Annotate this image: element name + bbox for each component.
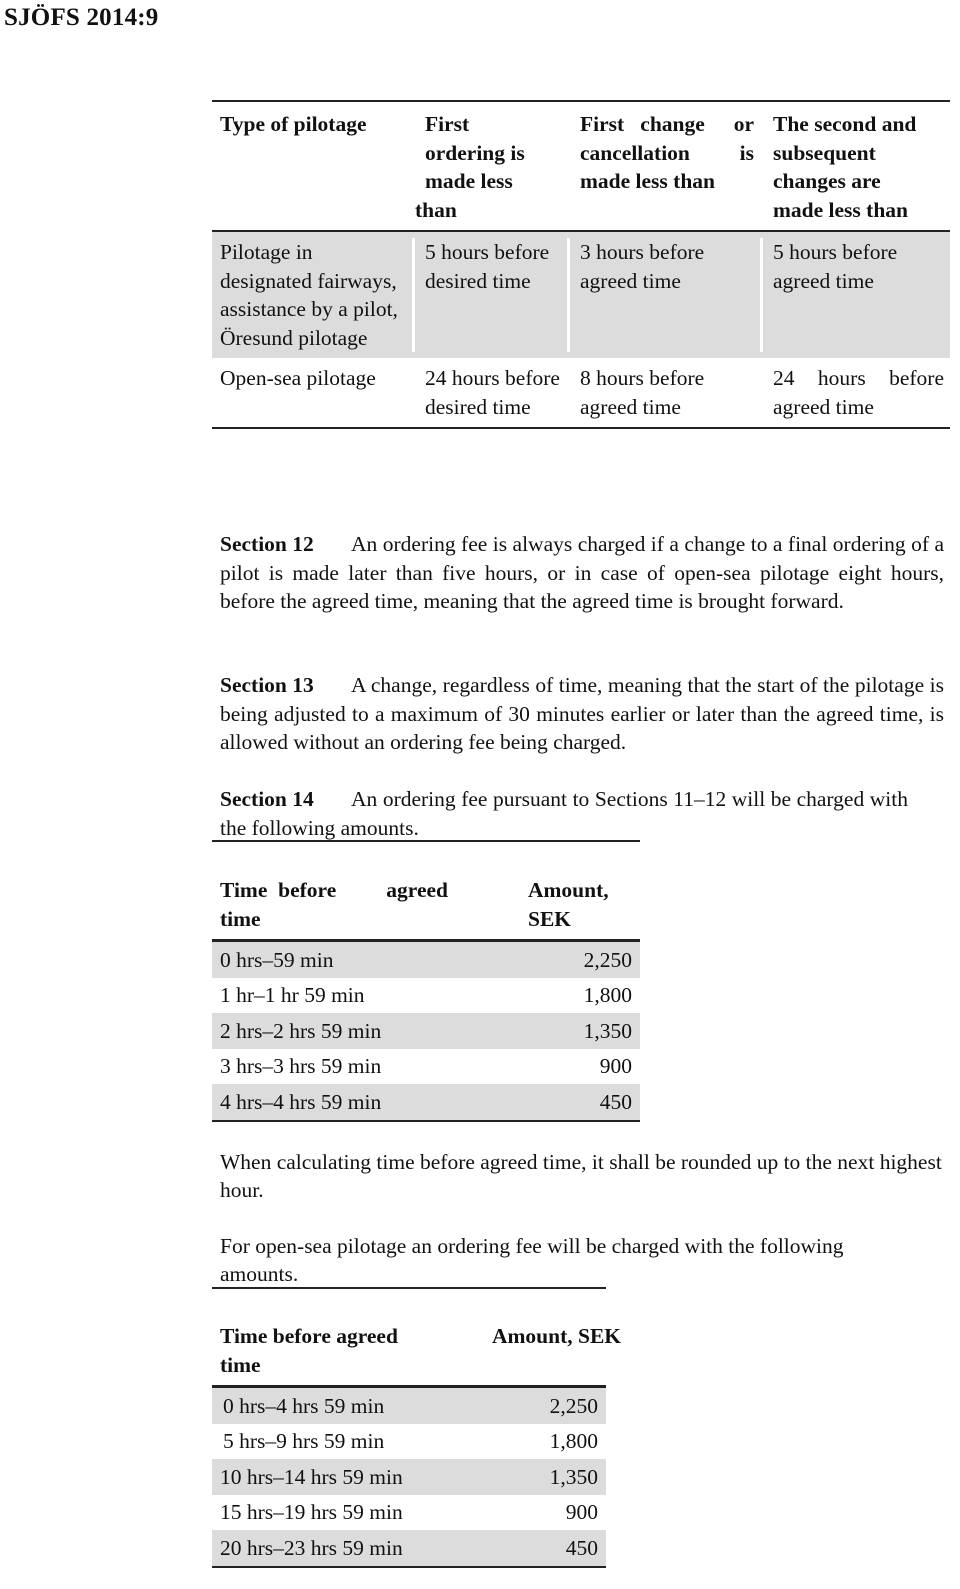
- table-row: [212, 1424, 606, 1460]
- table-row: [212, 1495, 606, 1531]
- section-14: [220, 785, 908, 842]
- cell-time: 0 hrs–4 hrs 59 min: [223, 1393, 385, 1418]
- fee-table-general: [212, 876, 640, 1122]
- header-type-of-pilotage: [212, 110, 412, 224]
- cell-amount: 900: [599, 1054, 632, 1078]
- header-line: Time before agreed: [220, 878, 448, 902]
- cell-amount: 1,350: [549, 1464, 598, 1489]
- section-text: An ordering fee is always charged if a change to a final ordering of a pilot is made later than five hours, or in case of open-sea pilotage eight hours, before the agreed time, meaning that the agreed time is brought forward.: [220, 532, 944, 613]
- cell-time: 2 hrs–2 hrs 59 min: [220, 1018, 382, 1043]
- header-line: Time before agreed: [220, 1324, 398, 1348]
- table-bottom-rule: [212, 1120, 640, 1122]
- fee-table-header: [212, 1322, 622, 1388]
- header-line: First change or: [580, 112, 754, 136]
- cell-subsequent-changes: 24 hours before agreed time: [773, 366, 944, 419]
- pilotage-table-row: [212, 358, 950, 427]
- cell-time: 3 hrs–3 hrs 59 min: [220, 1054, 382, 1078]
- header-line: made less than: [580, 169, 715, 193]
- cell-amount: 2,250: [549, 1393, 598, 1418]
- header-line: time: [220, 1352, 261, 1377]
- table-row: [212, 1084, 640, 1120]
- section-13: [220, 671, 944, 757]
- header-line: cancellation is: [580, 140, 754, 165]
- table-row: [212, 978, 640, 1014]
- cell-first-ordering: 24 hours before desired time: [425, 366, 560, 419]
- header-line: made less: [425, 169, 513, 193]
- cell-time: 20 hrs–23 hrs 59 min: [220, 1535, 403, 1560]
- header-line: First: [425, 112, 470, 136]
- cell-time: 0 hrs–59 min: [220, 947, 334, 972]
- header-line: Type of pilotage: [220, 112, 367, 136]
- header-amount: Amount, SEK: [528, 878, 609, 931]
- header-time: [212, 1322, 482, 1379]
- header-line: than: [415, 197, 457, 222]
- pilotage-table-row: [212, 232, 950, 358]
- cell-time: 10 hrs–14 hrs 59 min: [220, 1464, 403, 1489]
- table-bottom-rule: [212, 1566, 606, 1568]
- section-label: Section 14: [220, 787, 314, 811]
- fee-table-header: [212, 876, 640, 942]
- cell-first-change: 3 hours before agreed time: [567, 238, 760, 352]
- table-row: [212, 942, 640, 978]
- section-label: Section 13: [220, 673, 314, 697]
- table-row: [212, 1013, 640, 1049]
- table-row: [212, 1388, 606, 1424]
- header-line: made less than: [773, 197, 908, 222]
- header-line: ordering is: [425, 140, 525, 165]
- divider-rule: [212, 840, 640, 842]
- pilotage-table-header: [212, 102, 950, 232]
- cell-time: 5 hrs–9 hrs 59 min: [223, 1429, 385, 1453]
- table-row: [212, 1530, 606, 1566]
- cell-amount: 1,350: [583, 1018, 632, 1043]
- header-line: subsequent: [773, 140, 876, 165]
- cell-first-change: 8 hours before agreed time: [580, 366, 705, 419]
- header-line: The second and: [773, 112, 917, 136]
- table-row: [212, 1049, 640, 1085]
- header-first-change: [567, 110, 760, 224]
- header-amount: Amount, SEK: [492, 1324, 622, 1348]
- cell-amount: 450: [565, 1535, 598, 1560]
- section-text: A change, regardless of time, meaning that the start of the pilotage is being adjusted to a maximum of 30 minutes earlier or later than the agreed time, is allowed without an ordering fee being charged.: [220, 673, 944, 754]
- header-line: time: [220, 906, 261, 931]
- cell-time: 4 hrs–4 hrs 59 min: [220, 1089, 382, 1114]
- header-first-ordering: [412, 110, 567, 224]
- note-rounding: When calculating time before agreed time, it shall be rounded up to the next highest hour.: [220, 1150, 942, 1202]
- fee-table-open-sea: [212, 1322, 622, 1568]
- cell-first-ordering: 5 hours before desired time: [412, 238, 567, 352]
- cell-amount: 1,800: [583, 983, 632, 1007]
- cell-amount: 1,800: [549, 1429, 598, 1453]
- pilotage-table: [212, 100, 950, 429]
- section-12: [220, 530, 944, 616]
- cell-amount: 900: [565, 1500, 598, 1524]
- cell-time: 15 hrs–19 hrs 59 min: [220, 1500, 403, 1524]
- table-row: [212, 1459, 606, 1495]
- header-subsequent-changes: [760, 110, 950, 224]
- header-line: changes are: [773, 169, 881, 193]
- cell-time: 1 hr–1 hr 59 min: [220, 983, 365, 1007]
- cell-subsequent-changes: 5 hours before agreed time: [760, 238, 950, 352]
- header-time: [212, 876, 472, 933]
- cell-amount: 450: [599, 1089, 632, 1114]
- note-open-sea: For open-sea pilotage an ordering fee will be charged with the following amounts.: [220, 1234, 844, 1286]
- cell-pilotage-type: Pilotage in designated fairways, assistance by a pilot, Öresund pilotage: [220, 240, 398, 350]
- section-label: Section 12: [220, 532, 314, 556]
- divider-rule: [212, 1287, 606, 1289]
- section-text: An ordering fee pursuant to Sections 11–12 will be charged with the following amounts.: [220, 787, 908, 840]
- cell-pilotage-type: Open-sea pilotage: [220, 366, 376, 390]
- cell-amount: 2,250: [583, 947, 632, 972]
- document-header: SJÖFS 2014:9: [4, 4, 159, 31]
